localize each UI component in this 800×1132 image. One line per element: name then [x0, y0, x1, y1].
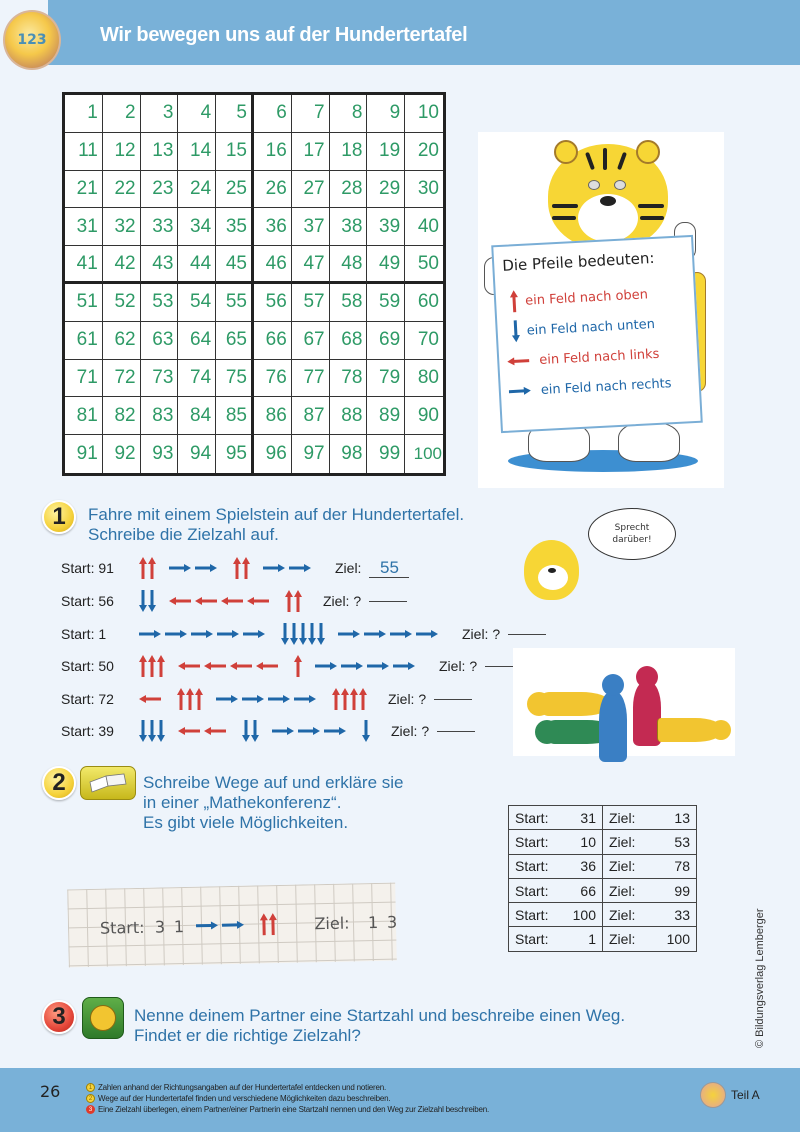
teacher-note	[86, 1104, 489, 1115]
arrow-right-icon	[191, 630, 213, 638]
table-cell-ziel-label: Ziel:	[603, 903, 651, 927]
route-answer-field[interactable]	[437, 731, 475, 732]
logo-text: 123	[17, 32, 47, 48]
arrow-up-icon	[285, 590, 293, 612]
arrow-down-icon	[139, 590, 147, 612]
book-icon	[80, 766, 136, 800]
arrow-right-icon	[298, 727, 320, 735]
arrow-down-icon	[242, 720, 250, 742]
arrow-right-icon	[263, 564, 285, 572]
table-cell: 24	[178, 171, 216, 209]
arrow-left-icon	[195, 597, 217, 605]
arrow-right-icon	[268, 695, 290, 703]
tiger-nose	[600, 196, 616, 206]
table-row	[509, 927, 697, 951]
table-cell: 95	[216, 435, 254, 473]
table-cell: 35	[216, 208, 254, 246]
note-number-badge: 2	[86, 1094, 95, 1103]
tiger-legend-illustration	[478, 132, 724, 488]
arrow-up-icon	[233, 557, 241, 579]
table-cell: 91	[65, 435, 103, 473]
arrow-up-icon	[269, 913, 277, 935]
table-cell: 54	[178, 284, 216, 322]
example-ziel-label: Ziel:	[314, 913, 350, 933]
table-cell: 15	[216, 133, 254, 171]
table-cell: 8	[330, 95, 368, 133]
table-cell: 48	[330, 246, 368, 284]
table-cell: 81	[65, 397, 103, 435]
route-ziel-label: Ziel: ?	[391, 723, 430, 739]
route-start: Start: 50	[61, 658, 114, 674]
route-start: Start: 72	[61, 691, 114, 707]
part-label: Teil A	[731, 1088, 760, 1102]
table-cell: 41	[65, 246, 103, 284]
table-cell: 4	[178, 95, 216, 133]
route-start: Start: 1	[61, 626, 107, 642]
table-cell: 2	[103, 95, 141, 133]
table-cell: 33	[141, 208, 179, 246]
table-cell-ziel-label: Ziel:	[603, 806, 651, 830]
table-row	[509, 806, 697, 830]
speech-bubble-text: Sprecht darüber!	[612, 523, 652, 545]
arrow-up-icon	[510, 290, 519, 312]
table-cell: 51	[65, 284, 103, 322]
arrow-right-icon	[341, 662, 363, 670]
arrow-down-icon	[299, 623, 307, 645]
route-ziel-label: Ziel: ?	[462, 626, 501, 642]
table-cell: 70	[405, 322, 443, 360]
table-cell: 76	[254, 360, 292, 398]
arrow-down-icon	[511, 320, 520, 342]
route-row	[61, 556, 409, 580]
table-cell: 67	[292, 322, 330, 360]
route-row	[61, 622, 546, 646]
table-cell: 79	[367, 360, 405, 398]
table-cell: 78	[330, 360, 368, 398]
arrow-up-icon	[139, 655, 147, 677]
route-start: Start: 39	[61, 723, 114, 739]
table-row	[509, 854, 697, 878]
table-cell: 82	[103, 397, 141, 435]
table-cell: 62	[103, 322, 141, 360]
table-cell: 93	[141, 435, 179, 473]
task-1-line-2: Schreibe die Zielzahl auf.	[88, 525, 279, 544]
table-cell: 22	[103, 171, 141, 209]
table-cell: 38	[330, 208, 368, 246]
arrow-left-icon	[256, 662, 278, 670]
table-cell: 47	[292, 246, 330, 284]
arrow-right-icon	[390, 630, 412, 638]
table-cell: 97	[292, 435, 330, 473]
table-cell: 100	[413, 444, 442, 464]
table-cell: 19	[367, 133, 405, 171]
arrow-up-icon	[186, 688, 194, 710]
arrow-right-icon	[509, 387, 531, 396]
table-cell: 73	[141, 360, 179, 398]
task-3-line-2: Findet er die richtige Zielzahl?	[134, 1026, 361, 1045]
note-text: Wege auf der Hundertertafel finden und verschiedene Möglichkeiten dazu beschreiben.	[98, 1094, 391, 1103]
arrow-up-icon	[341, 688, 349, 710]
table-cell: 66	[254, 322, 292, 360]
table-cell-start: 100	[557, 903, 603, 927]
arrow-right-icon	[242, 695, 264, 703]
arrow-right-icon	[165, 630, 187, 638]
arrow-left-icon	[178, 727, 200, 735]
table-cell-start-label: Start:	[509, 927, 557, 951]
tiger-eye	[588, 180, 600, 190]
example-start-digit: 3	[154, 916, 166, 937]
table-cell: 37	[292, 208, 330, 246]
arrow-left-icon	[507, 357, 529, 366]
table-cell: 44	[178, 246, 216, 284]
table-cell: 72	[103, 360, 141, 398]
teacher-note	[86, 1082, 489, 1093]
table-cell: 59	[367, 284, 405, 322]
table-cell: 68	[330, 322, 368, 360]
arrow-up-icon	[148, 557, 156, 579]
example-grid-paper	[67, 883, 397, 968]
page-number: 26	[40, 1082, 61, 1101]
table-cell-ziel: 13	[651, 806, 697, 830]
table-cell-start-label: Start:	[509, 878, 557, 902]
table-cell: 12	[103, 133, 141, 171]
start-ziel-table	[508, 805, 697, 952]
table-cell: 10	[405, 95, 443, 133]
arrow-right-icon	[222, 921, 244, 929]
table-cell-ziel: 33	[651, 903, 697, 927]
arrow-right-icon	[139, 630, 161, 638]
table-cell-start-label: Start:	[509, 903, 557, 927]
table-cell: 40	[405, 208, 443, 246]
table-cell: 53	[141, 284, 179, 322]
table-cell: 98	[330, 435, 368, 473]
table-cell: 14	[178, 133, 216, 171]
task-3-badge: 3	[42, 1000, 76, 1034]
arrow-left-icon	[178, 662, 200, 670]
table-cell: 56	[254, 284, 292, 322]
arrow-up-icon	[148, 655, 156, 677]
page-title: Wir bewegen uns auf der Hundertertafel	[100, 24, 468, 46]
arrow-up-icon	[260, 913, 268, 935]
route-row	[61, 687, 472, 711]
tiger-mini-logo-icon	[700, 1082, 726, 1108]
table-cell: 64	[178, 322, 216, 360]
table-cell: 1	[65, 95, 103, 133]
route-answer-field[interactable]	[369, 601, 407, 602]
arrow-right-icon	[272, 727, 294, 735]
route-ziel-label: Ziel: ?	[323, 593, 362, 609]
arrow-right-icon	[315, 662, 337, 670]
table-cell: 25	[216, 171, 254, 209]
part-indicator	[700, 1082, 760, 1108]
arrow-right-icon	[243, 630, 265, 638]
legend-label: ein Feld nach rechts	[540, 375, 672, 398]
example-start-label: Start:	[99, 917, 145, 938]
table-cell: 63	[141, 322, 179, 360]
arrow-down-icon	[148, 590, 156, 612]
arrow-right-icon	[416, 630, 438, 638]
table-cell: 11	[65, 133, 103, 171]
arrow-right-icon	[393, 662, 415, 670]
game-pieces-illustration	[513, 648, 735, 756]
tiger-logo-icon	[3, 10, 61, 70]
arrow-up-icon	[242, 557, 250, 579]
arrow-down-icon	[362, 720, 370, 742]
arrow-left-icon	[221, 597, 243, 605]
table-cell: 31	[65, 208, 103, 246]
arrow-down-icon	[290, 623, 298, 645]
table-cell: 46	[254, 246, 292, 284]
arrow-up-icon	[332, 688, 340, 710]
task-2-line-2: in einer „Mathekonferenz“.	[143, 793, 342, 812]
table-cell: 18	[330, 133, 368, 171]
task-2-line-3: Es gibt viele Möglichkeiten.	[143, 813, 349, 832]
table-cell-ziel: 78	[651, 854, 697, 878]
note-number-badge: 3	[86, 1105, 95, 1114]
arrow-right-icon	[364, 630, 386, 638]
arrow-right-icon	[216, 695, 238, 703]
task-2-instruction	[143, 773, 404, 833]
task-1-line-1: Fahre mit einem Spielstein auf der Hundertertafel.	[88, 505, 465, 524]
arrow-up-icon	[350, 688, 358, 710]
route-answer-field[interactable]	[508, 634, 546, 635]
example-ziel-digit: 1	[367, 912, 379, 932]
table-cell: 3	[141, 95, 179, 133]
route-row	[61, 719, 475, 743]
arrow-up-icon	[294, 655, 302, 677]
table-cell: 83	[141, 397, 179, 435]
table-cell: 71	[65, 360, 103, 398]
table-cell: 27	[292, 171, 330, 209]
copyright-notice: © Bildungsverlag Lemberger	[754, 908, 766, 1048]
route-answer-field[interactable]	[434, 699, 472, 700]
teacher-note	[86, 1093, 489, 1104]
table-cell: 7	[292, 95, 330, 133]
legend-label: ein Feld nach links	[538, 346, 660, 368]
table-cell: 26	[254, 171, 292, 209]
table-cell: 5	[216, 95, 254, 133]
arrow-down-icon	[157, 720, 165, 742]
arrow-right-icon	[324, 727, 346, 735]
task-1-badge: 1	[42, 500, 76, 534]
table-cell-ziel-label: Ziel:	[603, 878, 651, 902]
legend-label: ein Feld nach unten	[526, 316, 656, 339]
table-cell-ziel-label: Ziel:	[603, 830, 651, 854]
footer-bar	[0, 1068, 800, 1132]
table-cell: 94	[178, 435, 216, 473]
table-cell: 80	[405, 360, 443, 398]
table-cell-start: 31	[557, 806, 603, 830]
task-3-line-1: Nenne deinem Partner eine Startzahl und beschreibe einen Weg.	[134, 1006, 626, 1025]
route-start: Start: 91	[61, 560, 114, 576]
table-cell: 92	[103, 435, 141, 473]
table-cell: 49	[367, 246, 405, 284]
arrow-up-icon	[139, 557, 147, 579]
table-row	[509, 903, 697, 927]
arrow-right-icon	[195, 564, 217, 572]
teacher-notes	[86, 1082, 489, 1115]
table-cell-start-label: Start:	[509, 806, 557, 830]
arrow-down-icon	[281, 623, 289, 645]
note-number-badge: 1	[86, 1083, 95, 1092]
arrow-down-icon	[251, 720, 259, 742]
arrow-left-icon	[169, 597, 191, 605]
table-cell: 20	[405, 133, 443, 171]
table-cell: 88	[330, 397, 368, 435]
table-cell: 84	[178, 397, 216, 435]
table-cell-ziel: 100	[651, 927, 697, 951]
example-ziel-digit: 3	[386, 912, 398, 932]
table-cell: 17	[292, 133, 330, 171]
arrow-right-icon	[289, 564, 311, 572]
route-start: Start: 56	[61, 593, 114, 609]
route-ziel-label: Ziel: ?	[388, 691, 427, 707]
table-cell: 74	[178, 360, 216, 398]
partner-tiger-icon	[82, 997, 124, 1039]
table-row	[509, 878, 697, 902]
table-cell-start-label: Start:	[509, 854, 557, 878]
table-cell: 50	[405, 246, 443, 284]
note-text: Zahlen anhand der Richtungsangaben auf der Hundertertafel entdecken und notieren.	[98, 1083, 387, 1092]
arrow-up-icon	[177, 688, 185, 710]
table-cell: 55	[216, 284, 254, 322]
tiger-eye	[614, 180, 626, 190]
table-cell: 85	[216, 397, 254, 435]
table-cell: 60	[405, 284, 443, 322]
arrow-right-icon	[367, 662, 389, 670]
table-cell-ziel: 99	[651, 878, 697, 902]
table-cell: 42	[103, 246, 141, 284]
table-cell: 69	[367, 322, 405, 360]
arrow-up-icon	[359, 688, 367, 710]
table-cell: 36	[254, 208, 292, 246]
speech-bubble	[588, 508, 676, 560]
table-cell-ziel: 53	[651, 830, 697, 854]
route-row	[61, 589, 407, 613]
table-cell: 52	[103, 284, 141, 322]
example-start-digit: 1	[173, 916, 185, 936]
arrow-down-icon	[317, 623, 325, 645]
table-cell: 29	[367, 171, 405, 209]
table-cell: 13	[141, 133, 179, 171]
table-cell: 75	[216, 360, 254, 398]
arrow-left-icon	[247, 597, 269, 605]
route-ziel-label: Ziel:	[335, 560, 362, 576]
table-cell: 43	[141, 246, 179, 284]
table-cell: 99	[367, 435, 405, 473]
tiger-ear	[636, 140, 660, 164]
route-row	[61, 654, 523, 678]
note-text: Eine Zielzahl überlegen, einem Partner/einer Partnerin eine Startzahl nennen und den Weg zur Zielzahl beschreiben.	[98, 1105, 490, 1114]
table-cell-start: 66	[557, 878, 603, 902]
arrow-up-icon	[157, 655, 165, 677]
table-cell: 65	[216, 322, 254, 360]
table-cell: 16	[254, 133, 292, 171]
table-cell-start-label: Start:	[509, 830, 557, 854]
table-cell-ziel-label: Ziel:	[603, 927, 651, 951]
table-cell: 23	[141, 171, 179, 209]
task-2-badge: 2	[42, 766, 76, 800]
table-cell: 30	[405, 171, 443, 209]
arrow-down-icon	[148, 720, 156, 742]
table-cell: 58	[330, 284, 368, 322]
arrow-left-icon	[139, 695, 161, 703]
table-cell: 45	[216, 246, 254, 284]
arrow-left-icon	[230, 662, 252, 670]
table-cell: 28	[330, 171, 368, 209]
arrow-up-icon	[294, 590, 302, 612]
table-cell: 21	[65, 171, 103, 209]
table-cell-start: 1	[557, 927, 603, 951]
task-3-instruction	[134, 1006, 625, 1046]
task-2-line-1: Schreibe Wege auf und erkläre sie	[143, 773, 404, 792]
table-cell: 61	[65, 322, 103, 360]
table-cell: 9	[367, 95, 405, 133]
table-cell: 90	[405, 397, 443, 435]
arrow-right-icon	[338, 630, 360, 638]
arrow-left-icon	[204, 662, 226, 670]
route-answer-field[interactable]: 55	[369, 559, 409, 578]
table-cell: 86	[254, 397, 292, 435]
table-cell-ziel-label: Ziel:	[603, 854, 651, 878]
arrow-up-icon	[195, 688, 203, 710]
tiger-ear	[554, 140, 578, 164]
table-cell: 32	[103, 208, 141, 246]
arrow-down-icon	[139, 720, 147, 742]
table-cell: 6	[254, 95, 292, 133]
hundred-table	[62, 92, 446, 476]
arrow-down-icon	[308, 623, 316, 645]
task-1-instruction	[88, 505, 464, 545]
legend-label: ein Feld nach oben	[524, 286, 649, 309]
arrow-right-icon	[196, 921, 218, 929]
arrow-right-icon	[217, 630, 239, 638]
table-cell: 57	[292, 284, 330, 322]
tiger-head-icon	[548, 144, 668, 249]
table-cell: 77	[292, 360, 330, 398]
thinking-tiger-icon	[524, 540, 579, 600]
arrow-left-icon	[204, 727, 226, 735]
table-cell: 39	[367, 208, 405, 246]
legend-title: Die Pfeile bedeuten:	[501, 248, 655, 275]
table-cell: 96	[254, 435, 292, 473]
arrow-legend-sign	[491, 235, 703, 433]
table-row	[509, 830, 697, 854]
arrow-right-icon	[294, 695, 316, 703]
table-cell: 87	[292, 397, 330, 435]
table-cell-start: 10	[557, 830, 603, 854]
table-cell-start: 36	[557, 854, 603, 878]
table-cell: 34	[178, 208, 216, 246]
route-ziel-label: Ziel: ?	[439, 658, 478, 674]
arrow-right-icon	[169, 564, 191, 572]
table-cell: 89	[367, 397, 405, 435]
